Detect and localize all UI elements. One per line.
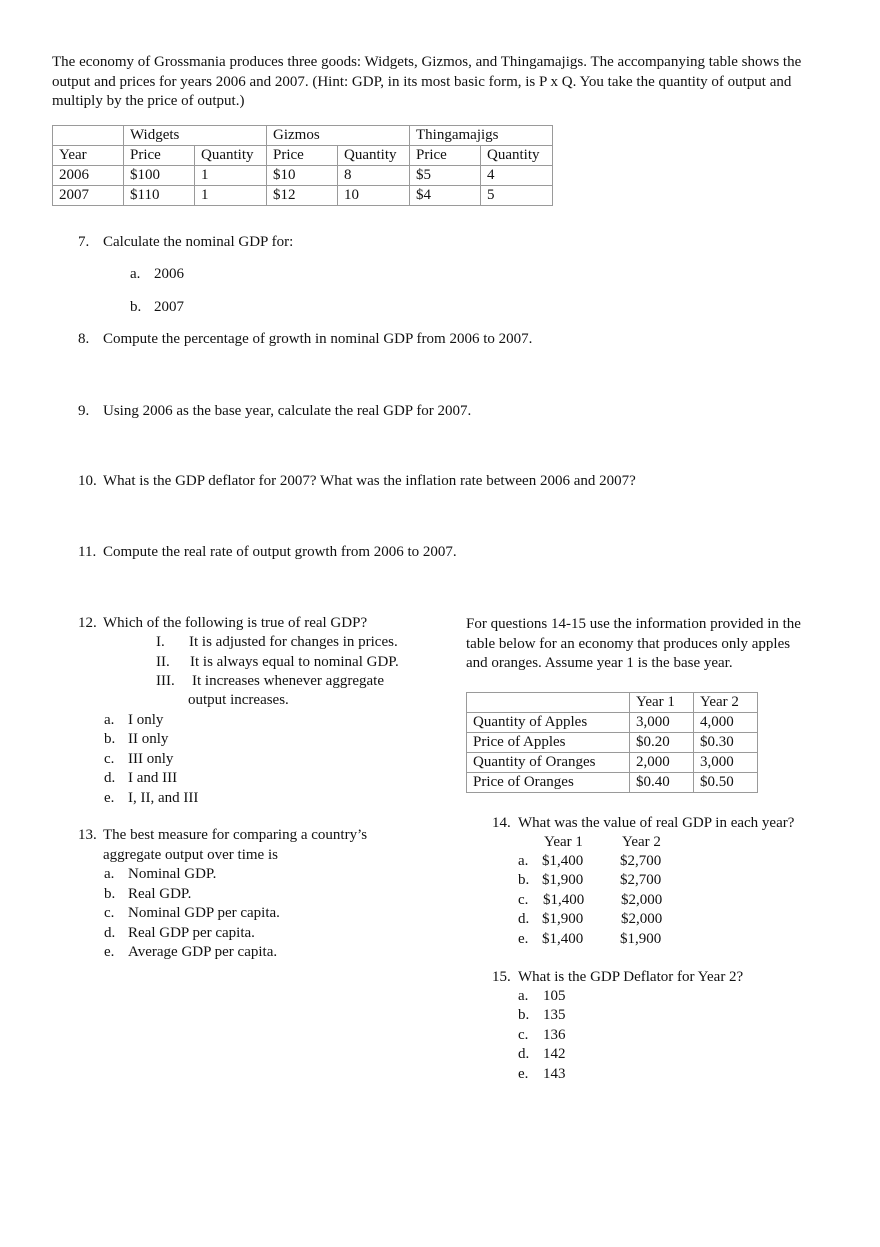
table-cell: 4 — [481, 166, 553, 186]
table-cell: Year 1 — [630, 693, 694, 713]
option-label: c. — [518, 1027, 529, 1043]
roman-statement-cont: output increases. — [188, 692, 289, 708]
question-12-number: 12. — [78, 615, 97, 631]
question-7-text: Calculate the nominal GDP for: — [103, 234, 294, 250]
option-label: b. — [104, 886, 116, 902]
option-year2: $1,900 — [620, 931, 662, 947]
table-cell: $5 — [410, 166, 481, 186]
question-11-number: 11. — [78, 544, 97, 560]
option-text: 143 — [543, 1066, 566, 1082]
table-header-row — [53, 146, 553, 166]
table-cell: 8 — [338, 166, 410, 186]
table-cell: 2006 — [53, 166, 124, 186]
option-year2: $2,000 — [621, 911, 663, 927]
goods-table — [52, 125, 553, 206]
option-text: Real GDP per capita. — [128, 925, 255, 941]
roman-statement: It is adjusted for changes in prices. — [189, 634, 398, 650]
table-header-row — [467, 693, 758, 713]
table-row — [53, 186, 553, 206]
option-year1: $1,400 — [542, 931, 584, 947]
table-cell: 3,000 — [630, 713, 694, 733]
table-cell: Price — [124, 146, 195, 166]
question-7-a-label: a. — [130, 266, 141, 282]
option-label: c. — [104, 751, 115, 767]
option-year2: $2,700 — [620, 872, 662, 888]
question-10-number: 10. — [78, 473, 97, 489]
question-8-text: Compute the percentage of growth in nominal GDP from 2006 to 2007. — [103, 331, 533, 347]
question-9-text: Using 2006 as the base year, calculate the real GDP for 2007. — [103, 403, 472, 419]
roman-statement: It is always equal to nominal GDP. — [190, 654, 399, 670]
question-13-number: 13. — [78, 827, 97, 843]
table-cell: 4,000 — [694, 713, 758, 733]
option-label: e. — [518, 1066, 529, 1082]
table-cell — [53, 126, 124, 146]
table-cell: $4 — [410, 186, 481, 206]
option-text: Nominal GDP per capita. — [128, 905, 280, 921]
table-cell: 10 — [338, 186, 410, 206]
table-cell: Quantity — [195, 146, 267, 166]
table-cell — [467, 693, 630, 713]
table-cell: Year 2 — [694, 693, 758, 713]
option-label: e. — [104, 790, 115, 806]
roman-label: II. — [156, 654, 170, 670]
roman-label: I. — [156, 634, 165, 650]
question-14-text: What was the value of real GDP in each year? — [518, 815, 795, 831]
table-cell: $0.40 — [630, 773, 694, 793]
question-7-b-text: 2007 — [154, 299, 184, 315]
option-label: d. — [518, 911, 530, 927]
question-10-text: What is the GDP deflator for 2007? What was the inflation rate between 2006 and 2007? — [103, 473, 636, 489]
option-text: III only — [128, 751, 174, 767]
option-label: e. — [104, 944, 115, 960]
apples-oranges-table — [466, 692, 758, 793]
option-year1: $1,900 — [542, 911, 584, 927]
question-14-number: 14. — [492, 815, 511, 831]
table-row — [467, 753, 758, 773]
option-text: 142 — [543, 1046, 566, 1062]
option-label: d. — [518, 1046, 530, 1062]
column-header: Year 1 — [544, 834, 583, 850]
option-label: a. — [104, 866, 115, 882]
option-label: b. — [518, 1007, 530, 1023]
option-text: Real GDP. — [128, 886, 192, 902]
option-year2: $2,000 — [621, 892, 663, 908]
question-8-number: 8. — [78, 331, 90, 347]
column-header: Year 2 — [622, 834, 661, 850]
intro-paragraph: The economy of Grossmania produces three goods: Widgets, Gizmos, and Thingamajigs. The accompanying table shows the output and prices for years 2006 and 2007. (Hint: GDP, in its most basic form, is P x Q. You take the quantity of output and multiply by the price of output.) — [52, 54, 802, 109]
option-label: c. — [104, 905, 115, 921]
table-cell: 2,000 — [630, 753, 694, 773]
option-text: Average GDP per capita. — [128, 944, 278, 960]
table-cell: Quantity — [481, 146, 553, 166]
question-7-number: 7. — [78, 234, 90, 250]
option-text: 136 — [543, 1027, 566, 1043]
roman-label: III. — [156, 673, 175, 689]
question-13-text-cont: aggregate output over time is — [103, 847, 278, 863]
table-cell: Widgets — [124, 126, 267, 146]
table-cell: Thingamajigs — [410, 126, 553, 146]
roman-statement: It increases whenever aggregate — [192, 673, 384, 689]
question-11-text: Compute the real rate of output growth from 2006 to 2007. — [103, 544, 457, 560]
option-label: a. — [104, 712, 115, 728]
table-row — [467, 733, 758, 753]
table-cell: Price of Oranges — [467, 773, 630, 793]
table-cell: Price of Apples — [467, 733, 630, 753]
table-cell: $0.20 — [630, 733, 694, 753]
option-label: e. — [518, 931, 529, 947]
option-label: c. — [518, 892, 529, 908]
option-text: Nominal GDP. — [128, 866, 217, 882]
table-row — [53, 166, 553, 186]
table-cell: $100 — [124, 166, 195, 186]
question-15-text: What is the GDP Deflator for Year 2? — [518, 969, 744, 985]
option-label: b. — [104, 731, 116, 747]
table-row — [467, 713, 758, 733]
option-label: a. — [518, 853, 529, 869]
option-text: II only — [128, 731, 169, 747]
option-year1: $1,900 — [542, 872, 584, 888]
option-year1: $1,400 — [543, 892, 585, 908]
table-group-row — [53, 126, 553, 146]
table-cell: 3,000 — [694, 753, 758, 773]
table-cell: 1 — [195, 186, 267, 206]
question-9-number: 9. — [78, 403, 90, 419]
question-7-a-text: 2006 — [154, 266, 184, 282]
option-text: I, II, and III — [128, 790, 199, 806]
table-cell: 2007 — [53, 186, 124, 206]
table-cell: Quantity — [338, 146, 410, 166]
table-cell: 5 — [481, 186, 553, 206]
option-label: d. — [104, 770, 116, 786]
table-cell: Price — [410, 146, 481, 166]
question-12-text: Which of the following is true of real GDP? — [103, 615, 368, 631]
option-year2: $2,700 — [620, 853, 662, 869]
question-13-text: The best measure for comparing a country’s — [103, 827, 368, 843]
table-cell: $110 — [124, 186, 195, 206]
table-cell: Quantity of Apples — [467, 713, 630, 733]
option-label: b. — [518, 872, 530, 888]
right-intro-line: table below for an economy that produces only apples — [466, 636, 791, 652]
table-cell: $10 — [267, 166, 338, 186]
option-year1: $1,400 — [542, 853, 584, 869]
right-intro-line: and oranges. Assume year 1 is the base year. — [466, 655, 733, 671]
table-cell: Price — [267, 146, 338, 166]
option-text: I and III — [128, 770, 178, 786]
option-text: 135 — [543, 1007, 566, 1023]
table-cell: $12 — [267, 186, 338, 206]
table-cell: Year — [53, 146, 124, 166]
table-cell: $0.30 — [694, 733, 758, 753]
table-cell: Quantity of Oranges — [467, 753, 630, 773]
option-text: I only — [128, 712, 164, 728]
question-7-b-label: b. — [130, 299, 142, 315]
question-15-number: 15. — [492, 969, 511, 985]
table-cell: 1 — [195, 166, 267, 186]
right-intro-line: For questions 14-15 use the information provided in the — [466, 616, 801, 632]
option-text: 105 — [543, 988, 566, 1004]
option-label: a. — [518, 988, 529, 1004]
table-row — [467, 773, 758, 793]
table-cell: $0.50 — [694, 773, 758, 793]
table-cell: Gizmos — [267, 126, 410, 146]
option-label: d. — [104, 925, 116, 941]
